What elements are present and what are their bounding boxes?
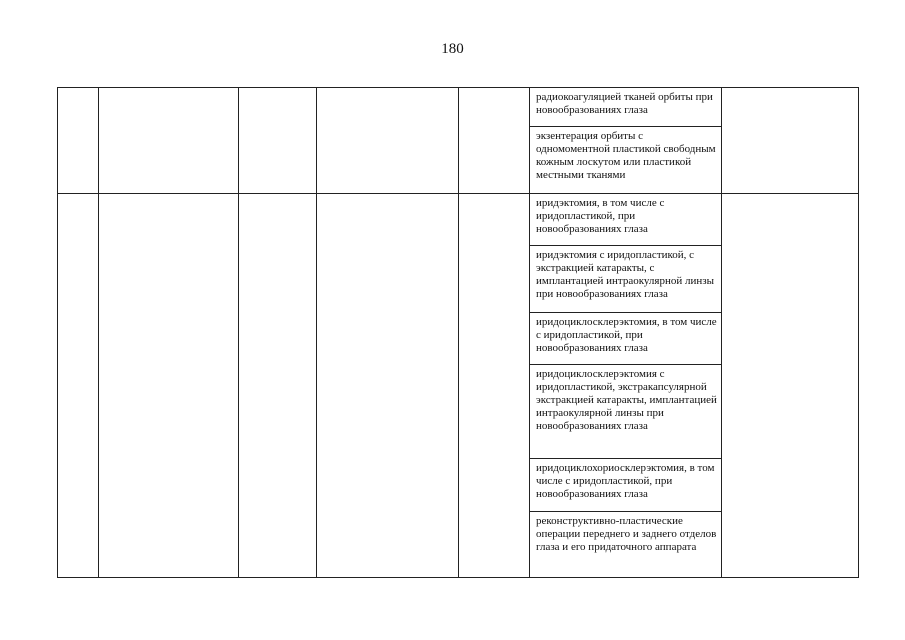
procedure-cell: экзентерация орбиты с одномоментной пластикой свободным кожным лоскутом или пластикой местными тканями [530, 127, 722, 194]
table-cell-empty [239, 194, 317, 578]
procedure-cell: иридоциклосклерэктомия с иридопластикой, экстракапсулярной экстракцией катаракты, имплантацией интраокулярной линзы при новообразованиях глаза [530, 365, 722, 459]
procedure-cell: иридэктомия с иридопластикой, с экстракцией катаракты, с имплантацией интраокулярной линзы при новообразованиях глаза [530, 246, 722, 313]
table-cell-empty [58, 88, 99, 194]
table-cell-empty [459, 194, 530, 578]
table-cell-empty [58, 194, 99, 578]
page-number: 180 [441, 41, 464, 57]
table-cell-empty [317, 194, 459, 578]
table-cell-empty [459, 88, 530, 194]
procedure-cell: иридоциклохориосклерэктомия, в том числе с иридопластикой, при новообразованиях глаза [530, 459, 722, 512]
table-cell-empty [317, 88, 459, 194]
procedure-cell: реконструктивно-пластические операции переднего и заднего отделов глаза и его придаточного аппарата [530, 512, 722, 578]
table-cell-empty [239, 88, 317, 194]
table-cell-empty [99, 194, 239, 578]
procedure-cell: иридоциклосклерэктомия, в том числе с иридопластикой, при новообразованиях глаза [530, 313, 722, 365]
procedure-cell: радиокоагуляцией тканей орбиты при новообразованиях глаза [530, 88, 722, 127]
table-cell-empty [722, 88, 859, 194]
table-cell-empty [722, 194, 859, 578]
table-row [58, 194, 859, 246]
medical-procedures-table [57, 87, 859, 578]
table-cell-empty [99, 88, 239, 194]
procedure-cell: иридэктомия, в том числе с иридопластикой, при новообразованиях глаза [530, 194, 722, 246]
table-row [58, 88, 859, 127]
